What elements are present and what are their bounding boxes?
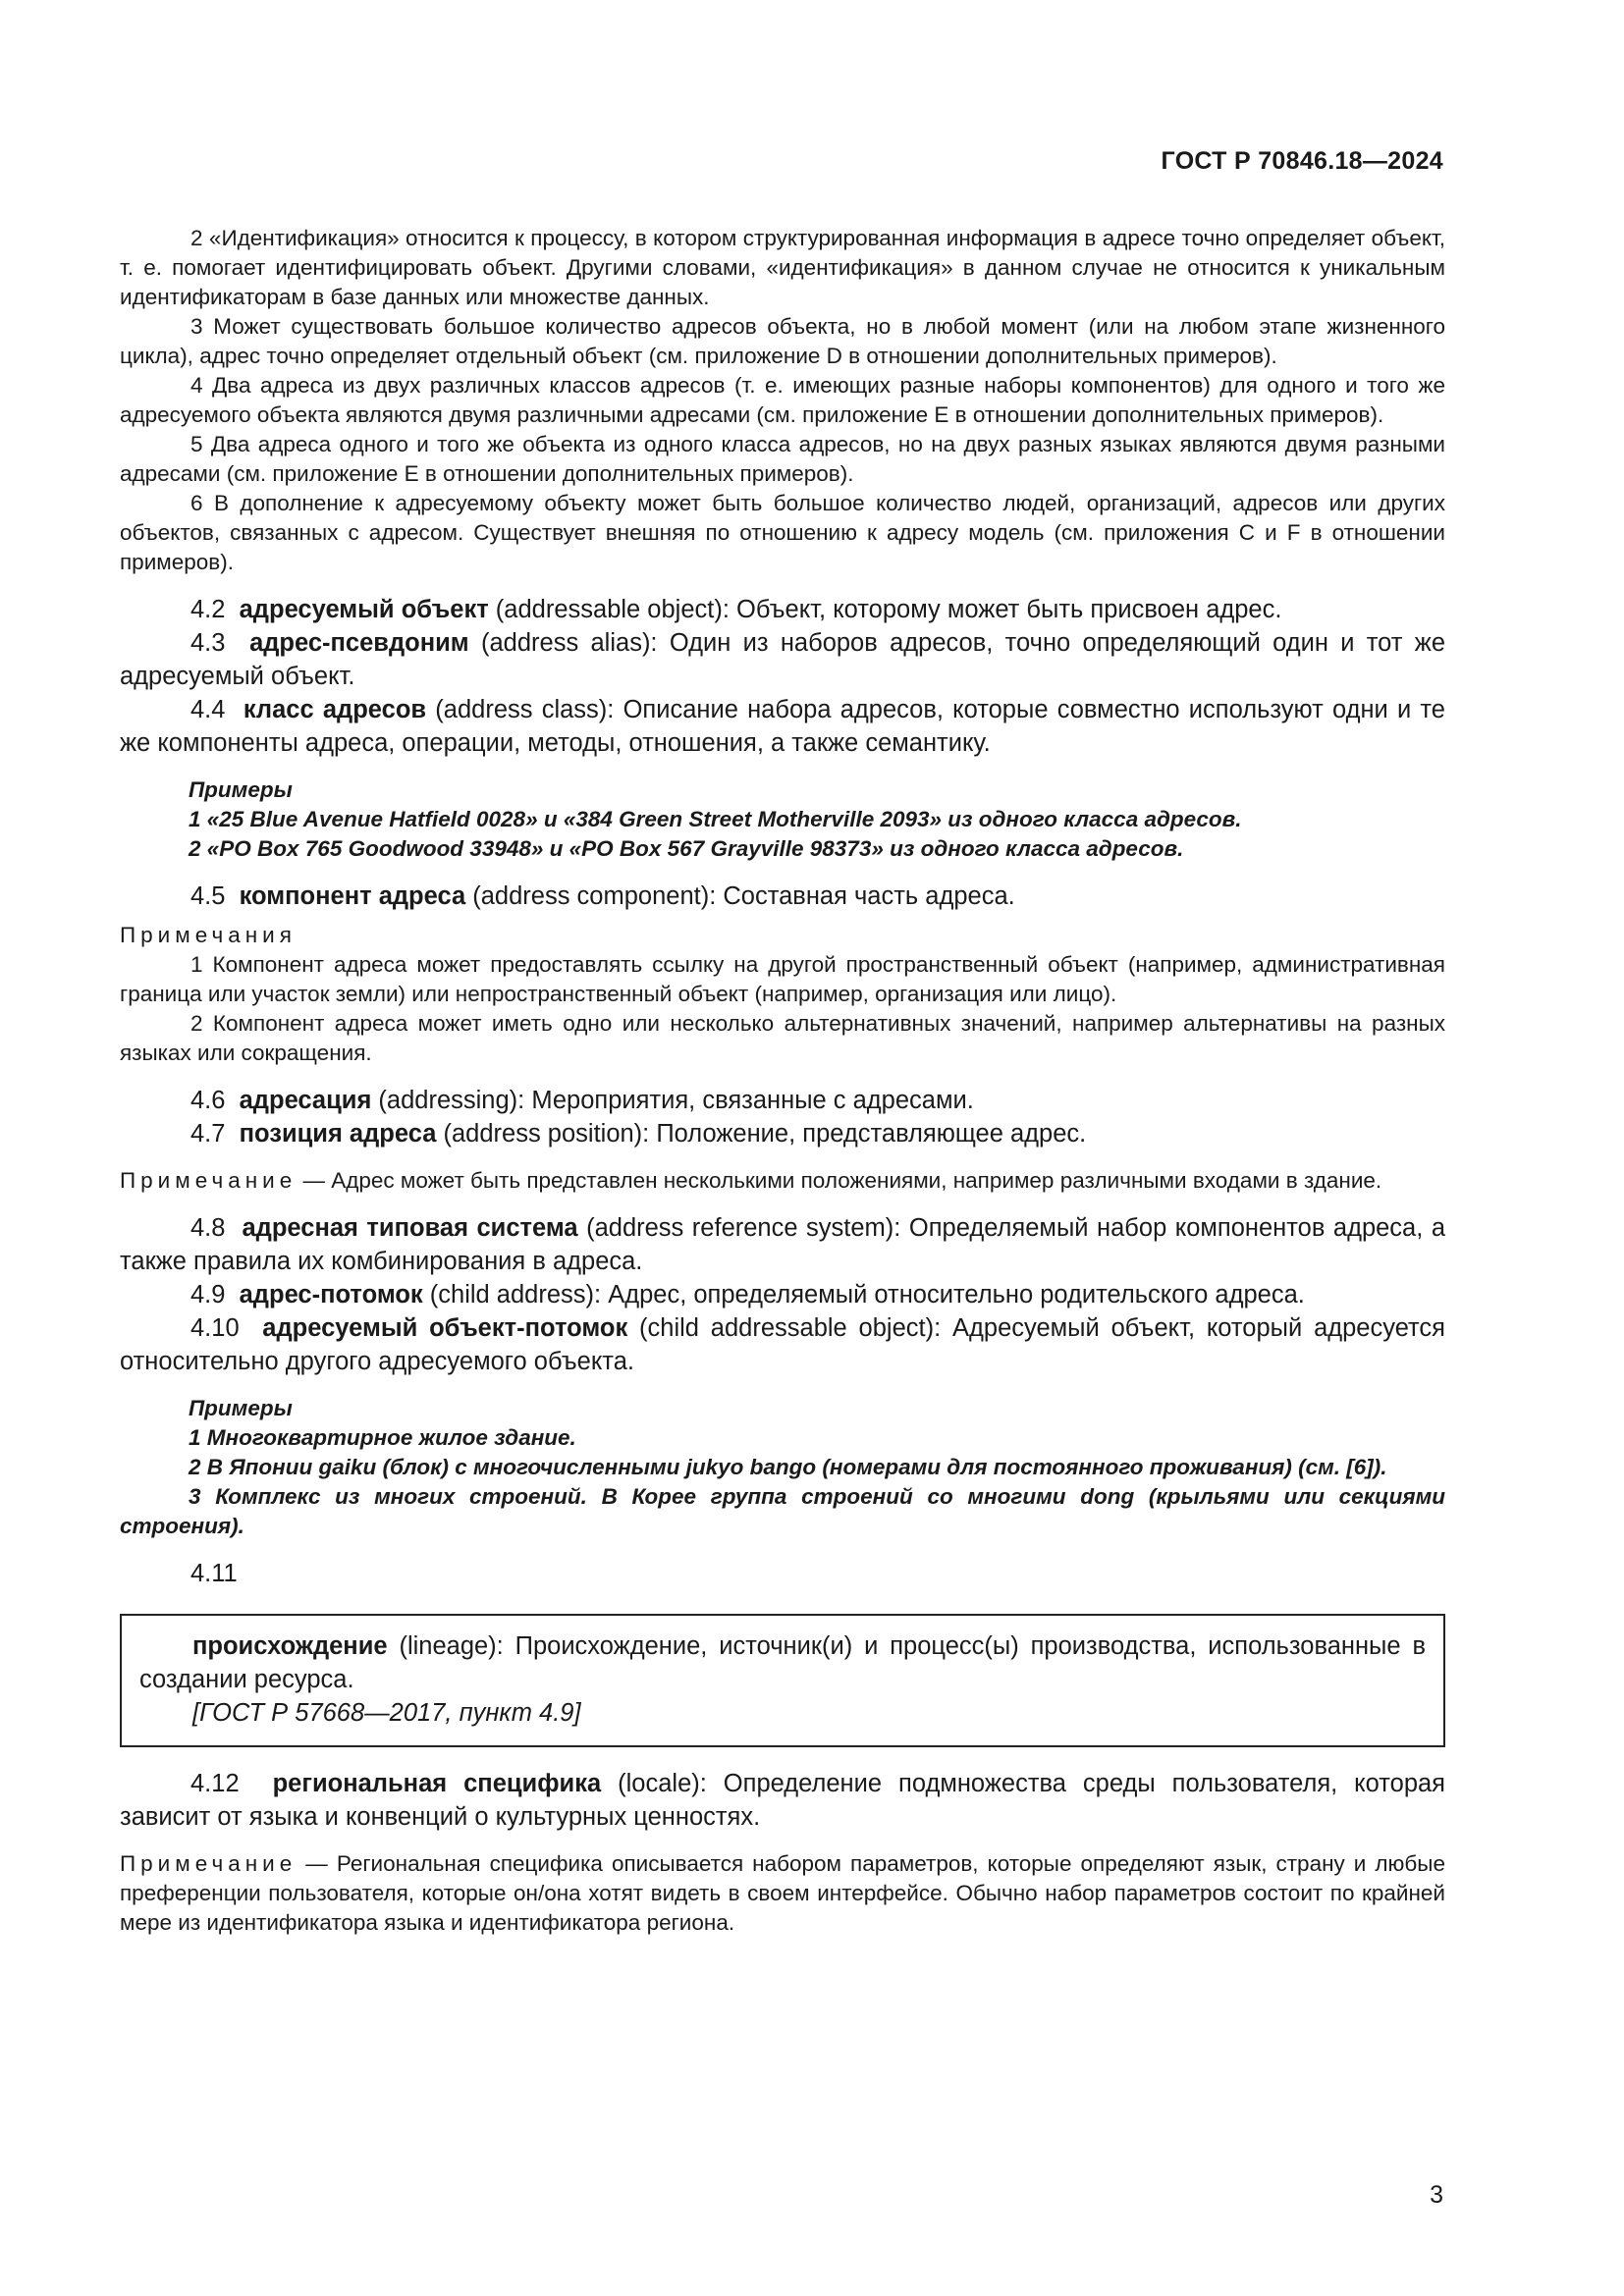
term-definition: (address position): Положение, представляющее адрес. [436, 1120, 1087, 1148]
term-entry-4-8 [120, 1211, 1445, 1278]
term-number: 4.6 [190, 1087, 226, 1114]
term-number: 4.2 [190, 596, 226, 623]
term-number: 4.12 [190, 1770, 240, 1797]
example-item: 2 «PO Box 765 Goodwood 33948» и «PO Box 567 Grayville 98373» из одного класса адресов. [189, 836, 1184, 861]
note-text: — Адрес может быть представлен несколькими положениями, например различными входами в здание. [297, 1168, 1382, 1193]
term-name: адресуемый объект-потомок [262, 1314, 628, 1342]
term-definition: (child address): Адрес, определяемый относительно родительского адреса. [422, 1281, 1305, 1308]
term-definition: (address class): Описание набора адресов, которые совместно используют одни и те же компоненты адреса, операции, методы, отношения, а также семантику. [120, 696, 1445, 757]
term-definition: (addressable object): Объект, которому может быть присвоен адрес. [488, 596, 1282, 623]
term-definition: (locale): Определение подмножества среды пользователя, которая зависит от языка и конвенций о культурных ценностях. [120, 1770, 1445, 1831]
term-name: позиция адреса [239, 1120, 437, 1148]
term-definition: (addressing): Мероприятия, связанные с адресами. [371, 1087, 974, 1114]
term-number: 4.3 [190, 629, 226, 657]
examples-heading: Примеры [189, 1396, 293, 1420]
document-header: ГОСТ Р 70846.18—2024 [1161, 147, 1443, 175]
note-paragraph [120, 1166, 1445, 1196]
term-definition: (lineage): Происхождение, источник(и) и процесс(ы) производства, использованные в создании ресурса. [139, 1632, 1426, 1693]
term-name: класс адресов [243, 696, 427, 723]
example-item: 3 Комплекс из многих строений. В Корее группа строений со многими dong (крыльями или секциями строения). [120, 1484, 1445, 1538]
term-number: 4.5 [190, 882, 226, 910]
term-entry-4-2 [120, 593, 1445, 626]
note-paragraph: 2 «Идентификация» относится к процессу, в котором структурированная информация в адресе точно определяет объект, т. е. помогает идентифицировать объект. Другими словами, «идентификация» в данном случае не относится к уникальным идентификаторам в базе данных или множестве данных. [120, 226, 1445, 309]
page-content [120, 224, 1445, 1938]
term-number: 4.4 [190, 696, 226, 723]
term-name: региональная специфика [272, 1770, 602, 1797]
page-number: 3 [1430, 2181, 1443, 2209]
example-item: 1 Многоквартирное жилое здание. [189, 1425, 576, 1450]
note-paragraph: 4 Два адреса из двух различных классов адресов (т. е. имеющих разные наборы компонентов) для одного и того же адресуемого объекта являются двумя различными адресами (см. приложение Е в отношении дополнительных примеров). [120, 373, 1445, 427]
term-entry-4-7 [120, 1117, 1445, 1150]
term-name: адрес-псевдоним [249, 629, 469, 657]
note-paragraph: 6 В дополнение к адресуемому объекту может быть большое количество людей, организаций, адресов или других объектов, связанных с адресом. Существует внешняя по отношению к адресу модель (см. приложения С и F в отношении примеров). [120, 491, 1445, 574]
example-item: 1 «25 Blue Avenue Hatfield 0028» и «384 Green Street Motherville 2093» из одного класса адресов. [189, 807, 1242, 831]
term-name: адрес-потомок [239, 1281, 423, 1308]
term-name: адресная типовая система [242, 1214, 578, 1242]
term-entry-4-9 [120, 1278, 1445, 1311]
note-paragraph [120, 1849, 1445, 1938]
term-entry-4-11 [139, 1629, 1426, 1696]
notes-heading [120, 921, 1445, 950]
examples-heading: Примеры [189, 777, 293, 802]
term-entry-4-10 [120, 1311, 1445, 1378]
term-definition: (address component): Составная часть адреса. [465, 882, 1015, 910]
note-label: Примечание [120, 1851, 298, 1876]
note-text: — Региональная специфика описывается набором параметров, которые определяют язык, страну и любые преференции пользователя, которые он/она хотят видеть в своем интерфейсе. Обычно набор параметров состоит по крайней мере из идентификатора языка и идентификатора региона. [120, 1851, 1445, 1935]
notes-heading-label: Примечания [120, 923, 297, 947]
term-definition: (child addressable object): Адресуемый объект, который адресуется относительно другого адресуемого объекта. [120, 1314, 1445, 1375]
term-definition: (address alias): Один из наборов адресов, точно определяющий один и тот же адресуемый объект. [120, 629, 1446, 690]
note-paragraph: 1 Компонент адреса может предоставлять ссылку на другой пространственный объект (например, административная граница или участок земли) или непространственный объект (например, организация или лицо). [120, 952, 1445, 1006]
note-label: Примечание [120, 1168, 298, 1193]
term-number: 4.10 [190, 1314, 240, 1342]
term-source-reference: [ГОСТ Р 57668—2017, пункт 4.9] [192, 1699, 581, 1727]
term-name: компонент адреса [239, 882, 466, 910]
term-entry-4-4 [120, 693, 1445, 760]
term-box-4-11 [120, 1614, 1445, 1747]
term-entry-4-6 [120, 1084, 1445, 1117]
note-paragraph: 3 Может существовать большое количество адресов объекта, но в любой момент (или на любом этапе жизненного цикла), адрес точно определяет отдельный объект (см. приложение D в отношении дополнительных примеров). [120, 314, 1445, 368]
term-number: 4.7 [190, 1120, 226, 1148]
term-number: 4.8 [190, 1214, 226, 1242]
term-entry-4-3 [120, 626, 1445, 693]
term-definition: (address reference system): Определяемый набор компонентов адреса, а также правила их комбинирования в адреса. [120, 1214, 1446, 1275]
term-name: адресуемый объект [239, 596, 489, 623]
term-name: происхождение [192, 1632, 388, 1660]
term-number-4-11: 4.11 [190, 1560, 238, 1587]
note-paragraph: 2 Компонент адреса может иметь одно или несколько альтернативных значений, например альтернативы на разных языках или сокращения. [120, 1011, 1445, 1065]
example-item: 2 В Японии gaiku (блок) с многочисленными jukyo bango (номерами для постоянного проживания) (см. [6]). [189, 1455, 1387, 1479]
term-entry-4-5 [120, 880, 1445, 913]
term-entry-4-12 [120, 1767, 1445, 1834]
note-paragraph: 5 Два адреса одного и того же объекта из одного класса адресов, но на двух разных языках являются двумя разными адресами (см. приложение Е в отношении дополнительных примеров). [120, 432, 1445, 486]
term-name: адресация [239, 1087, 372, 1114]
term-number: 4.9 [190, 1281, 226, 1308]
